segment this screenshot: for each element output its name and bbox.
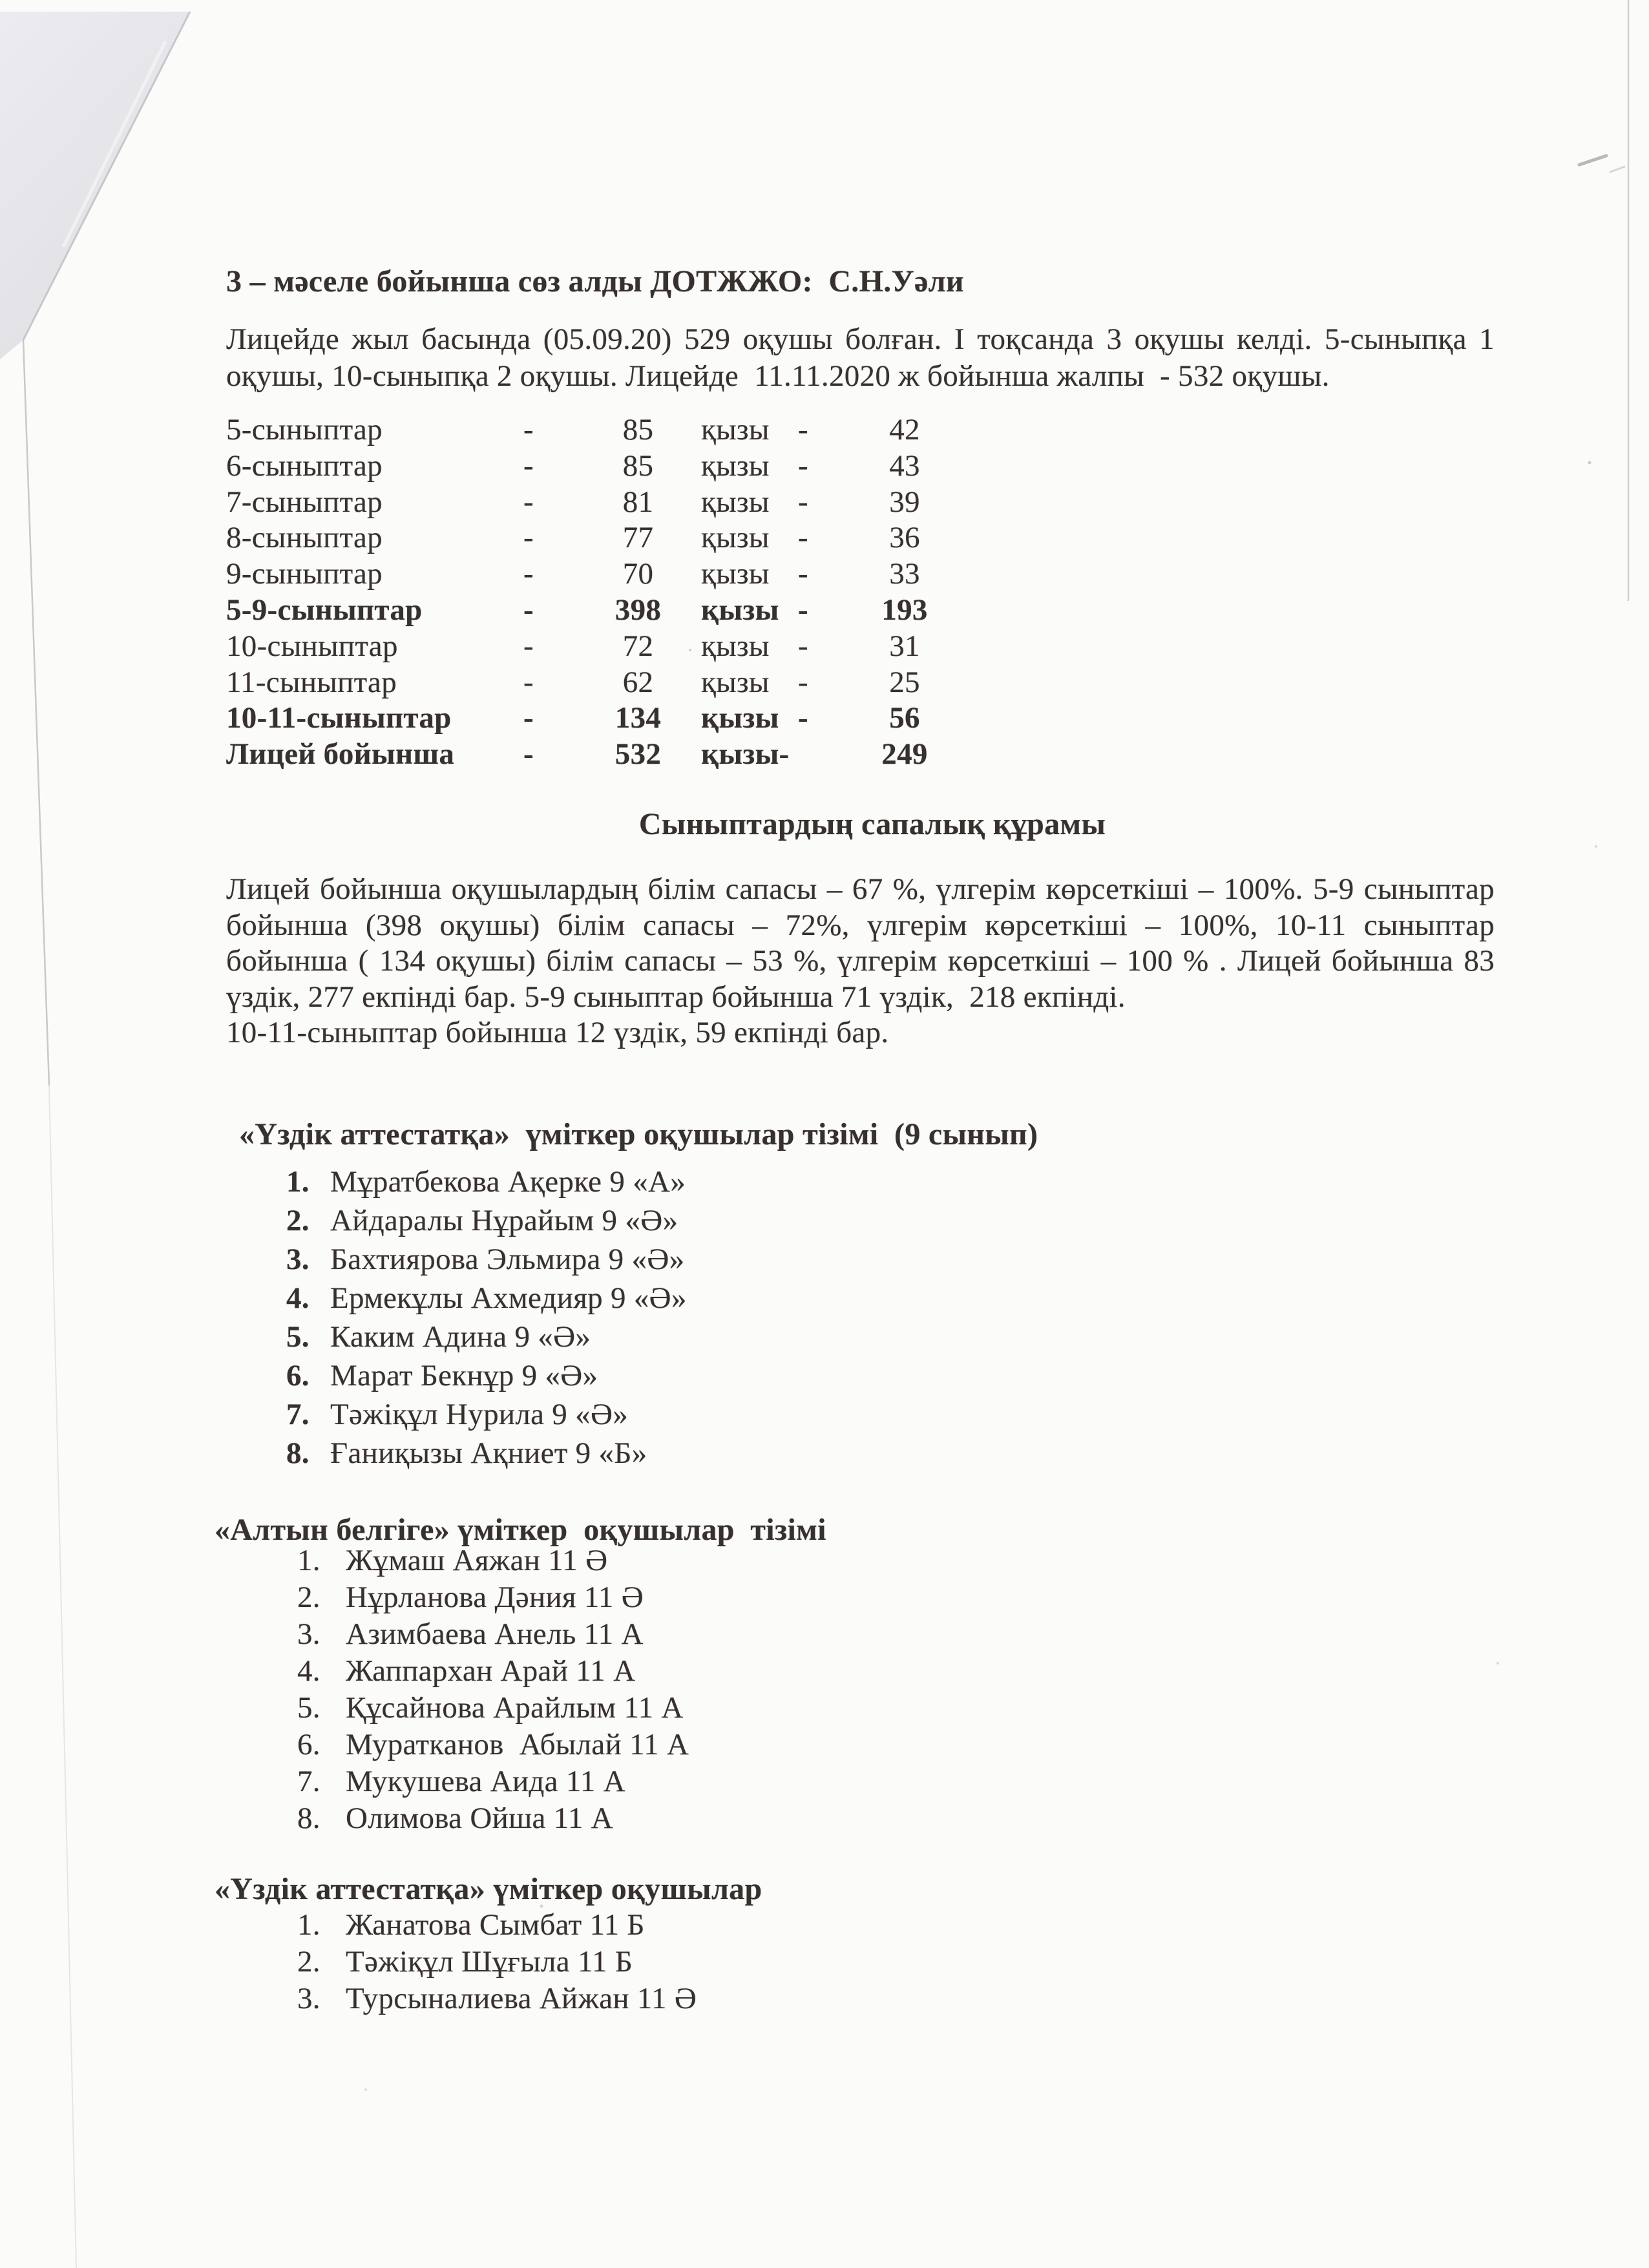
list-item: [297, 1764, 689, 1801]
row-girls-label: қызы: [701, 593, 779, 627]
row-girls-label: қызы: [701, 557, 770, 591]
row-dash: -: [523, 593, 534, 627]
table-row: [226, 520, 969, 556]
row-girls-label: қызы: [701, 413, 770, 446]
list-item-text: Жаппархан Арай 11 А: [346, 1654, 636, 1688]
list-item: [286, 1164, 687, 1203]
row-total: 70: [622, 557, 654, 591]
row-girls: 42: [889, 413, 920, 446]
quality-line: үздік, 277 екпінді бар. 5-9 сыныптар бойынша 71 үздік, 218 екпінді.: [226, 980, 1126, 1014]
list-item-number: 3.: [297, 1617, 320, 1651]
quality-line: бойынша ( 134 оқушы) білім сапасы – 53 %, үлгерім көрсеткіші – 100 % . Лицей бойынша 83: [226, 944, 1495, 978]
row-dash: -: [523, 665, 534, 699]
list-item-text: Турсыналиева Айжан 11 Ә: [346, 1982, 697, 2015]
row-dash: -: [798, 629, 808, 663]
table-row-total: [226, 737, 969, 773]
list-item: [297, 1981, 697, 2018]
list-item-text: Жанатова Сымбат 11 Б: [346, 1908, 645, 1942]
table-row: [226, 556, 969, 593]
row-girls: 39: [889, 485, 920, 519]
list-item: [297, 1727, 689, 1764]
table-row: [226, 485, 969, 521]
list-item: [286, 1397, 687, 1436]
quality-line: 10-11-сыныптар бойынша 12 үздік, 59 екпінді бар.: [226, 1016, 889, 1049]
row-dash: -: [523, 629, 534, 663]
row-label: 8-сыныптар: [226, 521, 383, 555]
list-altyn-belgi: [297, 1543, 689, 1838]
row-dash: -: [523, 448, 534, 483]
intro-line: оқушы, 10-сыныпқа 2 оқушы. Лицейде 11.11.2020 ж бойынша жалпы - 532 оқушы.: [226, 359, 1330, 393]
list-item-text: Тәжіқұл Нурила 9 «Ә»: [330, 1398, 628, 1431]
list-item-number: 7.: [297, 1765, 320, 1798]
table-row-subtotal-10-11: [226, 700, 969, 737]
row-girls: 249: [881, 737, 928, 772]
table-row: [226, 448, 969, 485]
list-item-number: 4.: [297, 1654, 320, 1688]
row-girls: 31: [889, 629, 920, 663]
list-item-text: Құсайнова Арайлым 11 А: [346, 1691, 684, 1725]
row-girls: 36: [889, 521, 920, 555]
list-item-text: Мұратбекова Ақерке 9 «А»: [330, 1165, 686, 1199]
list-item-number: 6.: [297, 1728, 320, 1761]
list-item: [286, 1203, 687, 1242]
row-total: 134: [614, 701, 662, 735]
document-title: 3 – мәселе бойынша сөз алды ДОТЖЖО: С.Н.Уәли: [226, 264, 964, 299]
list-item: [297, 1907, 697, 1944]
row-dash: -: [523, 521, 534, 555]
row-girls: 43: [889, 448, 920, 483]
list-heading-best-certificate-9: «Үздік аттестатқа» үміткер оқушылар тізімі (9 сынып): [239, 1117, 1038, 1151]
row-label: 10-11-сыныптар: [226, 701, 452, 735]
list-item-text: Олимова Ойша 11 А: [346, 1801, 613, 1835]
list-item-number: 1.: [286, 1165, 310, 1199]
list-item-text: Ермекұлы Ахмедияр 9 «Ә»: [330, 1281, 687, 1315]
intro-paragraph: [226, 321, 1495, 395]
row-total: 62: [622, 665, 654, 699]
row-dash: -: [798, 521, 808, 555]
list-heading-best-certificate-11: «Үздік аттестатқа» үміткер оқушылар: [215, 1872, 762, 1906]
list-item-number: 5.: [297, 1691, 320, 1725]
row-total: 85: [622, 448, 654, 483]
row-girls-label: қызы: [701, 665, 770, 699]
row-total: 72: [622, 629, 654, 663]
row-label: Лицей бойынша: [226, 737, 455, 772]
list-item-text: Азимбаева Анель 11 А: [346, 1617, 644, 1651]
row-dash: -: [523, 557, 534, 591]
list-item-text: Бахтиярова Эльмира 9 «Ә»: [330, 1243, 685, 1276]
row-label: 9-сыныптар: [226, 557, 383, 591]
row-label: 11-сыныптар: [226, 665, 397, 699]
table-row: [226, 629, 969, 665]
list-item-text: Тәжіқұл Шұғыла 11 Б: [346, 1945, 633, 1979]
row-total: 85: [622, 413, 654, 446]
list-item-number: 7.: [286, 1398, 310, 1431]
row-girls: 193: [881, 593, 928, 627]
row-girls: 56: [889, 701, 920, 735]
list-item-number: 4.: [286, 1281, 310, 1315]
list-item-text: Каким Адина 9 «Ә»: [330, 1320, 591, 1354]
list-item: [297, 1690, 689, 1727]
list-item: [297, 1580, 689, 1617]
list-item-text: Айдаралы Нұрайым 9 «Ә»: [330, 1204, 678, 1237]
table-row: [226, 665, 969, 701]
list-item: [297, 1944, 697, 1981]
quality-section-heading: Сыныптардың сапалық құрамы: [638, 807, 1106, 841]
list-item: [286, 1281, 687, 1319]
table-row-subtotal-5-9: [226, 593, 969, 629]
row-total: 81: [622, 485, 654, 519]
row-dash: -: [798, 485, 808, 519]
list-item-text: Мукушева Аида 11 А: [346, 1765, 625, 1798]
quality-line: Лицей бойынша оқушылардың білім сапасы – 67 %, үлгерім көрсеткіші – 100%. 5-9 сыныптар: [226, 872, 1495, 906]
row-dash: -: [798, 701, 808, 735]
row-girls-label: қызы: [701, 629, 770, 663]
table-row: [226, 412, 969, 448]
row-dash: -: [523, 485, 534, 519]
list-item-number: 2.: [286, 1204, 310, 1237]
intro-line: Лицейде жыл басында (05.09.20) 529 оқушы болған. І тоқсанда 3 оқушы келді. 5-сыныпқа 1: [226, 322, 1495, 356]
row-label: 10-сыныптар: [226, 629, 398, 663]
list-item-number: 2.: [297, 1580, 320, 1614]
row-dash: -: [798, 413, 808, 446]
list-item-text: Марат Бекнұр 9 «Ә»: [330, 1359, 598, 1392]
list-item-number: 2.: [297, 1945, 320, 1979]
list-item-number: 3.: [286, 1243, 310, 1276]
row-total: 398: [614, 593, 662, 627]
list-item-number: 8.: [286, 1436, 310, 1470]
quality-paragraph: [226, 872, 1495, 1051]
list-item: [297, 1617, 689, 1654]
list-item-number: 1.: [297, 1544, 320, 1577]
list-item-text: Нұрланова Дәния 11 Ә: [346, 1580, 644, 1614]
row-dash: -: [523, 701, 534, 735]
row-total: 532: [614, 737, 662, 772]
list-heading-altyn-belgi: «Алтын белгіге» үміткер оқушылар тізімі: [215, 1513, 826, 1547]
row-label: 6-сыныптар: [226, 448, 383, 483]
list-item: [286, 1319, 687, 1358]
row-dash: -: [798, 557, 808, 591]
list-item: [297, 1543, 689, 1580]
list-item: [286, 1436, 687, 1475]
list-item-number: 6.: [286, 1359, 310, 1392]
row-dash: -: [523, 737, 534, 772]
list-item: [286, 1242, 687, 1281]
row-girls-label: қызы-: [701, 737, 790, 772]
row-label: 5-9-сыныптар: [226, 593, 423, 627]
row-girls: 33: [889, 557, 920, 591]
row-label: 5-сыныптар: [226, 413, 383, 446]
row-girls-label: қызы: [701, 521, 770, 555]
row-girls: 25: [889, 665, 920, 699]
list-item-number: 1.: [297, 1908, 320, 1942]
enrollment-table: [226, 412, 969, 773]
list-item: [286, 1358, 687, 1397]
row-girls-label: қызы: [701, 485, 770, 519]
list-item-number: 8.: [297, 1801, 320, 1835]
list-item-number: 3.: [297, 1982, 320, 2015]
list-best-certificate-9: [286, 1164, 687, 1475]
list-item-text: Муратканов Абылай 11 А: [346, 1728, 689, 1761]
row-dash: -: [798, 448, 808, 483]
list-item: [297, 1801, 689, 1838]
row-dash: -: [523, 413, 534, 446]
row-dash: -: [798, 665, 808, 699]
row-girls-label: қызы: [701, 701, 779, 735]
row-label: 7-сыныптар: [226, 485, 383, 519]
list-item-number: 5.: [286, 1320, 310, 1354]
list-item-text: Ғаниқызы Ақниет 9 «Б»: [330, 1436, 647, 1470]
quality-line: бойынша (398 оқушы) білім сапасы – 72%, үлгерім көрсеткіші – 100%, 10-11 сыныптар: [226, 908, 1495, 942]
list-best-certificate-11: [297, 1907, 697, 2018]
list-item: [297, 1654, 689, 1690]
list-item-text: Жұмаш Аяжан 11 Ә: [346, 1544, 608, 1577]
row-dash: -: [798, 593, 808, 627]
row-total: 77: [622, 521, 654, 555]
row-girls-label: қызы: [701, 448, 770, 483]
